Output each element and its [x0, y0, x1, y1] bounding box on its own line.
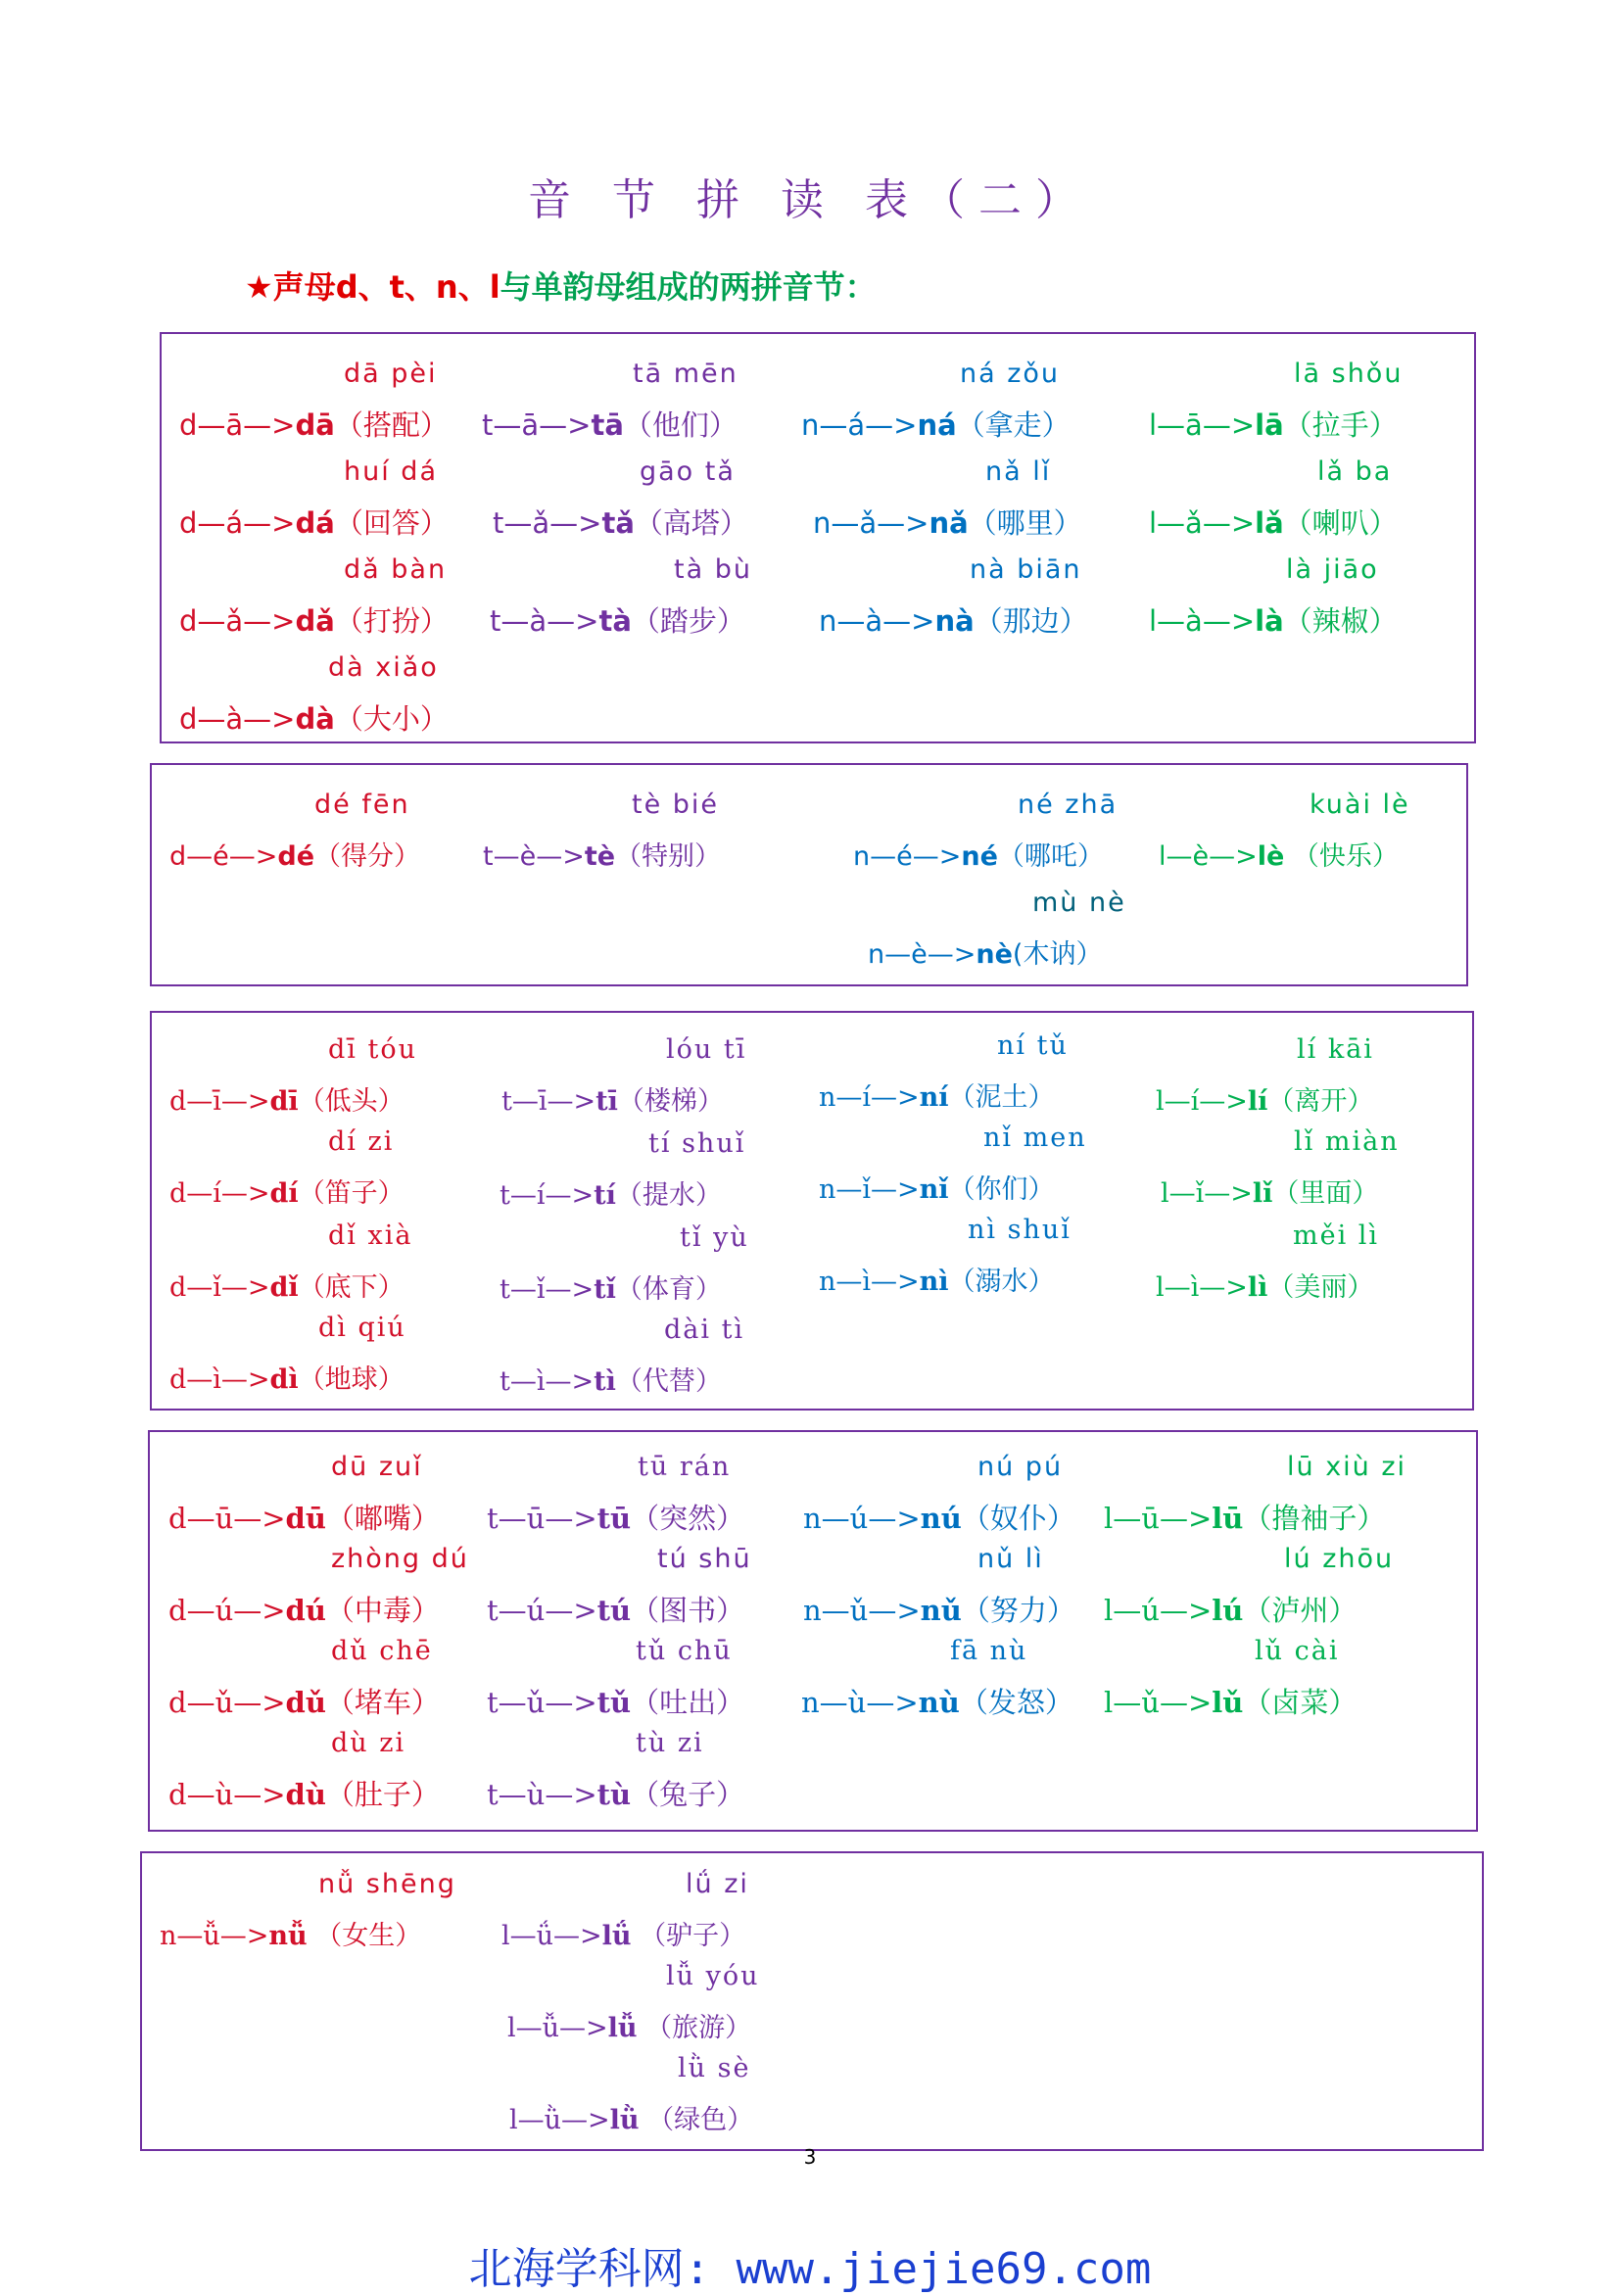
pinyin: dà xiǎo	[328, 652, 439, 683]
pinyin: tǐ yù	[680, 1222, 749, 1253]
word: （快乐）	[1284, 841, 1399, 872]
formula: n—ú—>	[803, 1502, 921, 1535]
result: né	[961, 841, 998, 872]
formula: l—à—>	[1149, 604, 1256, 638]
result: nǚ	[268, 1921, 308, 1951]
result: lǎ	[1255, 506, 1284, 540]
result: lè	[1257, 841, 1285, 872]
formula: t—ǔ—>	[487, 1686, 597, 1719]
result: tè	[584, 841, 616, 872]
word: （泥土）	[948, 1082, 1055, 1113]
word: （里面）	[1272, 1178, 1379, 1209]
word: （辣椒）	[1283, 604, 1398, 638]
formula: l—ú—>	[1104, 1594, 1213, 1627]
word: （踏步）	[631, 604, 745, 638]
word: （卤菜）	[1243, 1686, 1358, 1719]
word: （嘟嘴）	[325, 1502, 440, 1535]
result: nù	[918, 1686, 960, 1719]
formula: l—ā—>	[1149, 408, 1256, 442]
formula: l—ǜ—>	[509, 2105, 610, 2135]
word: （奴仆）	[961, 1502, 1075, 1535]
formula: d—ú—>	[168, 1594, 286, 1627]
pinyin: dì qiú	[318, 1313, 406, 1343]
pinyin: tà bù	[674, 554, 752, 585]
pinyin: lí kāi	[1297, 1034, 1374, 1065]
formula: t—ī—>	[501, 1086, 596, 1117]
formula: d—ù—>	[168, 1778, 286, 1811]
word: （泸州）	[1243, 1594, 1358, 1627]
result: tū	[596, 1502, 632, 1535]
formula: t—ì—>	[500, 1366, 595, 1397]
formula: l—ǘ—>	[501, 1921, 602, 1951]
result: lí	[1247, 1086, 1268, 1117]
pinyin: tā mēn	[633, 359, 739, 389]
word: （哪吒）	[997, 841, 1104, 872]
pinyin: nú pú	[977, 1452, 1064, 1482]
pinyin: dū zuǐ	[331, 1452, 423, 1482]
formula: n—è—>	[868, 939, 977, 970]
pinyin: měi lì	[1293, 1220, 1380, 1251]
word: （拿走）	[956, 408, 1071, 442]
word: （努力）	[961, 1594, 1075, 1627]
formula: l—ì—>	[1156, 1272, 1248, 1303]
word: （图书）	[631, 1594, 745, 1627]
pinyin: nǔ lì	[977, 1544, 1044, 1574]
word: （肚子）	[325, 1778, 440, 1811]
pinyin: lǎ ba	[1317, 456, 1393, 487]
word: (木讷）	[1012, 939, 1103, 970]
result: tì	[594, 1366, 616, 1397]
result: tú	[596, 1594, 632, 1627]
result: dǐ	[269, 1272, 299, 1303]
formula: n—ì—>	[819, 1267, 920, 1297]
result: tí	[594, 1180, 616, 1211]
result: tǔ	[596, 1686, 632, 1719]
section-subtitle	[245, 263, 877, 308]
result: lú	[1212, 1594, 1244, 1627]
result: nú	[920, 1502, 962, 1535]
result: lǘ	[601, 1921, 632, 1951]
word: （那边）	[974, 604, 1088, 638]
word: （女生）	[307, 1921, 422, 1951]
result: lǜ	[609, 2105, 640, 2135]
result: nǔ	[920, 1594, 962, 1627]
formula: t—ū—>	[487, 1502, 597, 1535]
word: （高塔）	[634, 506, 748, 540]
result: tù	[596, 1778, 632, 1811]
formula: n—ǚ—>	[160, 1921, 269, 1951]
word: （底下）	[298, 1272, 405, 1303]
result: dǎ	[295, 604, 335, 638]
word: （兔子）	[631, 1778, 745, 1811]
syllable-box-u	[148, 1430, 1478, 1832]
result: dū	[285, 1502, 326, 1535]
word: （溺水）	[948, 1267, 1055, 1297]
formula: l—è—>	[1159, 841, 1258, 872]
pinyin: là jiāo	[1286, 554, 1379, 585]
formula: d—ì—>	[169, 1364, 270, 1395]
formula: t—è—>	[483, 841, 585, 872]
formula: l—í—>	[1156, 1086, 1248, 1117]
pinyin: lǐ miàn	[1294, 1126, 1400, 1157]
word: （大小）	[334, 702, 449, 736]
result: dà	[295, 702, 335, 736]
word: （拉手）	[1283, 408, 1398, 442]
word: （得分）	[314, 841, 421, 872]
pinyin: dǐ xià	[328, 1220, 413, 1251]
result: dī	[269, 1086, 299, 1117]
word: （他们）	[623, 408, 738, 442]
result: lū	[1212, 1502, 1244, 1535]
word: （回答）	[334, 506, 449, 540]
pinyin: mù nè	[1032, 887, 1126, 918]
formula: n—à—>	[819, 604, 935, 638]
result: nè	[976, 939, 1013, 970]
result: lǚ	[607, 2013, 638, 2043]
result: nà	[934, 604, 975, 638]
pinyin: dí zi	[328, 1126, 395, 1157]
result: tǐ	[594, 1274, 616, 1305]
word: （楼梯）	[617, 1086, 724, 1117]
word: （搭配）	[334, 408, 449, 442]
pinyin: fā nù	[950, 1636, 1028, 1666]
formula: d—ǐ—>	[169, 1272, 270, 1303]
star-icon: ★	[245, 268, 273, 306]
formula: t—ā—>	[482, 408, 592, 442]
word: （你们）	[948, 1174, 1055, 1205]
formula: t—ǎ—>	[493, 506, 602, 540]
pinyin: lú zhōu	[1284, 1544, 1395, 1574]
formula: n—ù—>	[801, 1686, 919, 1719]
pinyin: lǜ sè	[678, 2053, 751, 2083]
word: （吐出）	[631, 1686, 745, 1719]
result: là	[1255, 604, 1284, 638]
word: （喇叭）	[1283, 506, 1398, 540]
word: （提水）	[615, 1180, 722, 1211]
pinyin: tù zi	[636, 1728, 704, 1758]
subtitle-rest: 与单韵母组成的两拼音节：	[500, 268, 877, 306]
pinyin: lóu tī	[666, 1034, 747, 1065]
formula: d—ā—>	[179, 408, 296, 442]
result: dì	[269, 1364, 299, 1395]
pinyin: lā shǒu	[1294, 359, 1404, 389]
result: nì	[919, 1267, 949, 1297]
word: （中毒）	[325, 1594, 440, 1627]
pinyin: lū xiù zi	[1287, 1452, 1407, 1482]
formula: l—ǐ—>	[1161, 1178, 1253, 1209]
formula: l—ǚ—>	[507, 2013, 608, 2043]
formula: d—á—>	[179, 506, 296, 540]
subtitle-prefix: 声母	[272, 268, 336, 306]
pinyin: dǎ bàn	[344, 554, 448, 585]
result: tà	[598, 604, 632, 638]
formula: d—é—>	[169, 841, 278, 872]
formula: t—ú—>	[487, 1594, 597, 1627]
formula: n—ǐ—>	[819, 1174, 920, 1205]
page-title: 音 节 拼 读 表（二）	[528, 175, 1092, 225]
word: （地球）	[298, 1364, 405, 1395]
result: dù	[285, 1778, 326, 1811]
pinyin: nì shuǐ	[968, 1215, 1072, 1245]
word: （笛子）	[298, 1178, 405, 1209]
result: lǔ	[1212, 1686, 1244, 1719]
word: （美丽）	[1267, 1272, 1374, 1303]
word: （绿色）	[639, 2105, 754, 2135]
pinyin: ná zǒu	[960, 359, 1061, 389]
result: dú	[285, 1594, 326, 1627]
formula: t—í—>	[500, 1180, 595, 1211]
result: lǐ	[1252, 1178, 1273, 1209]
pinyin: dā pèi	[344, 359, 438, 389]
formula: d—ǔ—>	[168, 1686, 286, 1719]
pinyin: tú shū	[657, 1544, 752, 1574]
pinyin: lǘ zi	[686, 1869, 749, 1899]
pinyin: nà biān	[970, 554, 1082, 585]
formula: n—é—>	[853, 841, 962, 872]
result: dé	[277, 841, 315, 872]
result: tā	[591, 408, 624, 442]
pinyin: zhòng dú	[331, 1544, 469, 1574]
word: （打扮）	[334, 604, 449, 638]
pinyin: tǔ chū	[636, 1636, 733, 1666]
formula: n—í—>	[819, 1082, 920, 1113]
formula: d—ī—>	[169, 1086, 270, 1117]
formula: d—à—>	[179, 702, 296, 736]
pinyin: dài tì	[664, 1315, 745, 1345]
formula: d—í—>	[169, 1178, 270, 1209]
result: tǎ	[601, 506, 635, 540]
formula: t—ǐ—>	[500, 1274, 595, 1305]
subtitle-initials: d、t、n、l	[335, 268, 500, 306]
word: （旅游）	[637, 2013, 752, 2043]
pinyin: gāo tǎ	[640, 456, 736, 487]
word: （离开）	[1267, 1086, 1374, 1117]
pinyin: huí dá	[344, 456, 438, 487]
word: （堵车）	[325, 1686, 440, 1719]
formula: n—ǔ—>	[803, 1594, 921, 1627]
result: dá	[295, 506, 335, 540]
result: nǐ	[919, 1174, 949, 1205]
pinyin: nǚ shēng	[318, 1869, 456, 1899]
pinyin: né zhā	[1018, 789, 1119, 820]
word: （发怒）	[959, 1686, 1073, 1719]
pinyin: kuài lè	[1310, 789, 1410, 820]
formula: l—ǎ—>	[1149, 506, 1256, 540]
result: dā	[295, 408, 335, 442]
formula: d—ǎ—>	[179, 604, 296, 638]
pinyin: dī tóu	[328, 1034, 417, 1065]
result: dí	[269, 1178, 299, 1209]
word: （驴子）	[631, 1921, 746, 1951]
pinyin: lǔ cài	[1255, 1636, 1340, 1666]
footer-watermark: 北海学科网: www.jiejie69.com	[468, 2244, 1152, 2294]
pinyin: tè bié	[632, 789, 720, 820]
pinyin: nǎ lǐ	[985, 456, 1052, 487]
word: （撸袖子）	[1243, 1502, 1386, 1535]
formula: l—ū—>	[1104, 1502, 1213, 1535]
formula: t—à—>	[490, 604, 599, 638]
result: nǎ	[929, 506, 969, 540]
formula: l—ǔ—>	[1104, 1686, 1213, 1719]
formula: n—ǎ—>	[813, 506, 929, 540]
pinyin: nǐ men	[983, 1123, 1087, 1153]
result: ná	[917, 408, 957, 442]
formula: n—á—>	[801, 408, 918, 442]
syllable-box-i	[150, 1011, 1474, 1411]
result: dǔ	[285, 1686, 326, 1719]
word: （哪里）	[968, 506, 1082, 540]
formula: d—ū—>	[168, 1502, 286, 1535]
result: ní	[919, 1082, 949, 1113]
pinyin: lǚ yóu	[666, 1961, 760, 1991]
pinyin: tū rán	[638, 1452, 732, 1482]
result: lì	[1247, 1272, 1268, 1303]
pinyin: tí shuǐ	[648, 1128, 746, 1159]
word: （体育）	[615, 1274, 722, 1305]
pinyin: dé fēn	[314, 789, 410, 820]
pinyin: ní tǔ	[997, 1030, 1069, 1061]
word: （低头）	[298, 1086, 405, 1117]
pinyin: dǔ chē	[331, 1636, 433, 1666]
result: tī	[596, 1086, 618, 1117]
result: lā	[1255, 408, 1284, 442]
word: （代替）	[615, 1366, 722, 1397]
page-number: 3	[803, 2145, 817, 2169]
pinyin: dù zi	[331, 1728, 406, 1758]
word: （特别）	[615, 841, 722, 872]
formula: t—ù—>	[487, 1778, 597, 1811]
word: （突然）	[631, 1502, 745, 1535]
